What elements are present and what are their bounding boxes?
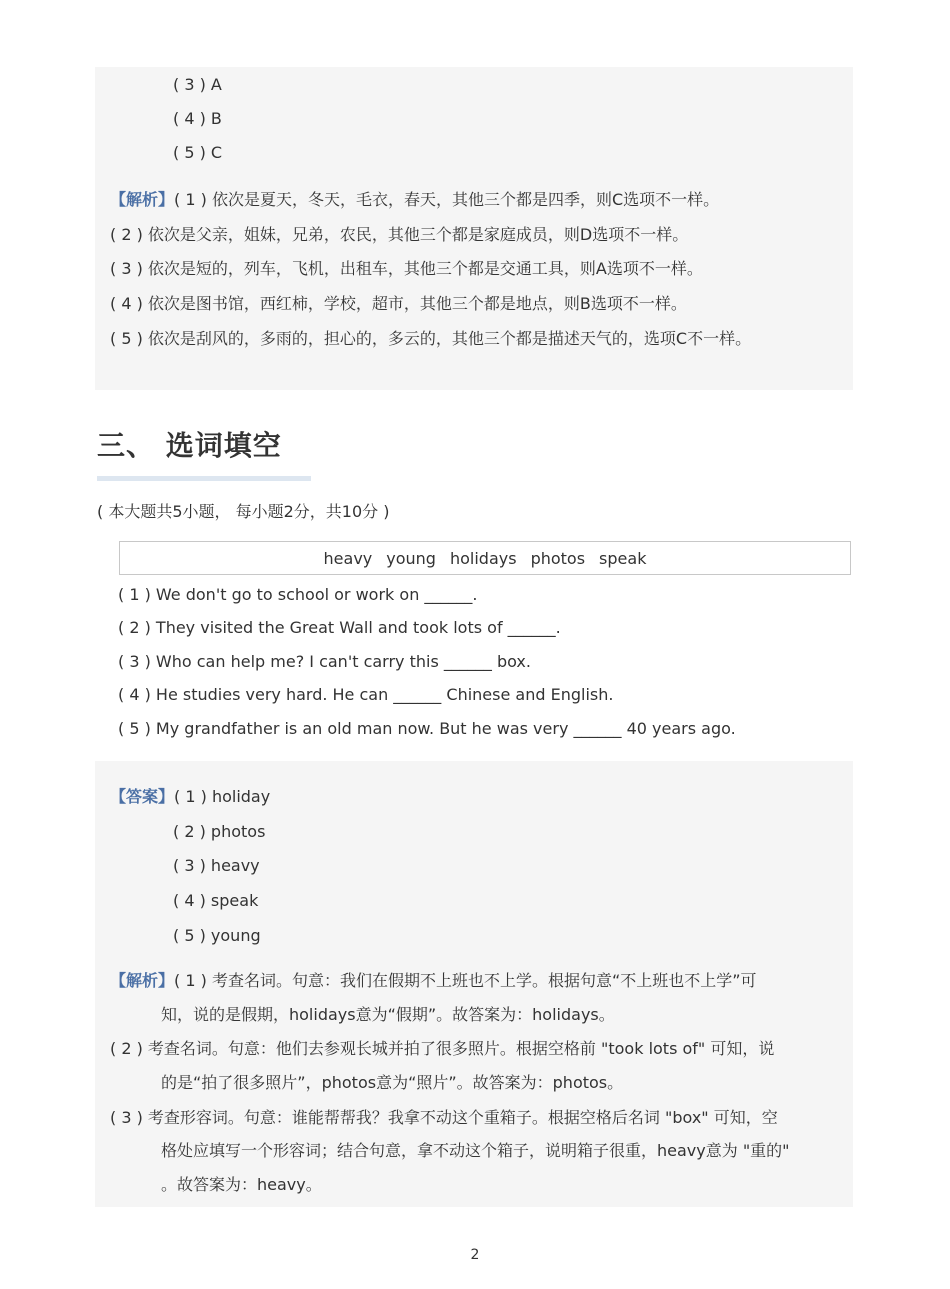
question-3: ( 3 ) Who can help me? I can't carry this ______ box. (118, 652, 531, 671)
section-note: ( 本大题共5小题， 每小题2分，共10分 ) (97, 502, 390, 521)
analysis-text: ( 1 ) 依次是夏天，冬天，毛衣，春天，其他三个都是四季，则C选项不一样。 (174, 190, 720, 209)
word-photos: photos (530, 549, 586, 568)
question-1: ( 1 ) We don't go to school or work on ______. (118, 585, 478, 604)
answer-tag: 【答案】 (110, 787, 175, 806)
analysis2-line-6: 格处应填写一个形容词；结合句意，拿不动这个箱子，说明箱子很重，heavy意为 "重的" (161, 1141, 790, 1160)
analysis-line-4: ( 4 ) 依次是图书馆，西红柿，学校，超市，其他三个都是地点，则B选项不一样。 (110, 294, 687, 313)
analysis-tag: 【解析】 (110, 190, 175, 209)
question-5: ( 5 ) My grandfather is an old man now. But he was very ______ 40 years ago. (118, 719, 736, 738)
word-bank (119, 541, 851, 575)
analysis2-line-7: 。故答案为：heavy。 (161, 1175, 322, 1194)
analysis-line-3: ( 3 ) 依次是短的，列车，飞机，出租车，其他三个都是交通工具，则A选项不一样。 (110, 259, 703, 278)
answer2-line-4: ( 4 ) speak (173, 891, 259, 910)
answer2-line-2: ( 2 ) photos (173, 822, 266, 841)
analysis2-line-1 (110, 970, 757, 992)
word-young: young (386, 549, 436, 568)
answer-item-5: ( 5 ) C (173, 143, 223, 162)
analysis2-text: ( 1 ) 考查名词。句意：我们在假期不上班也不上学。根据句意“不上班也不上学”可 (174, 971, 757, 990)
answer-text: ( 1 ) holiday (174, 787, 271, 806)
analysis2-line-4: 的是“拍了很多照片”，photos意为“照片”。故答案为：photos。 (161, 1073, 624, 1092)
answer2-line-5: ( 5 ) young (173, 926, 261, 945)
analysis-line-1 (110, 189, 719, 211)
question-2: ( 2 ) They visited the Great Wall and took lots of ______. (118, 618, 561, 637)
answer-item-3: ( 3 ) A (173, 75, 222, 94)
analysis-line-5: ( 5 ) 依次是刮风的，多雨的，担心的，多云的，其他三个都是描述天气的，选项C不一样。 (110, 329, 752, 348)
answer-item-4: ( 4 ) B (173, 109, 222, 128)
analysis2-line-5: ( 3 ) 考查形容词。句意：谁能帮帮我？我拿不动这个重箱子。根据空格后名词 "box" 可知，空 (110, 1108, 778, 1127)
page-number: 2 (470, 1247, 480, 1263)
word-speak: speak (599, 549, 647, 568)
section-title-underline (97, 476, 311, 481)
section-title: 三、 选词填空 (97, 429, 282, 462)
word-holidays: holidays (449, 549, 517, 568)
analysis2-line-2: 知，说的是假期，holidays意为“假期”。故答案为：holidays。 (161, 1005, 615, 1024)
analysis-line-2: ( 2 ) 依次是父亲，姐妹，兄弟，农民，其他三个都是家庭成员，则D选项不一样。 (110, 225, 689, 244)
analysis2-tag: 【解析】 (110, 971, 175, 990)
answer2-line-1 (110, 786, 270, 808)
answer2-line-3: ( 3 ) heavy (173, 856, 260, 875)
analysis2-line-3: ( 2 ) 考查名词。句意：他们去参观长城并拍了很多照片。根据空格前 "took lots of" 可知，说 (110, 1039, 775, 1058)
question-4: ( 4 ) He studies very hard. He can ______ Chinese and English. (118, 685, 614, 704)
word-heavy: heavy (323, 549, 373, 568)
